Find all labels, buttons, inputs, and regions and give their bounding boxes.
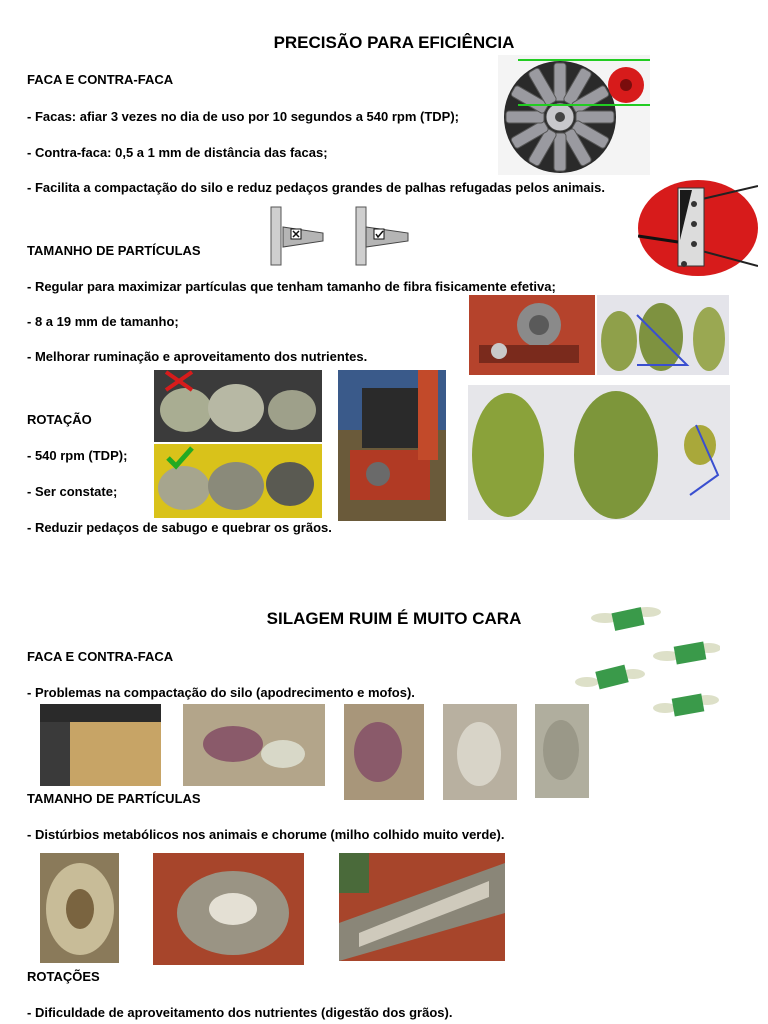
section1-title: PRECISÃO PARA EFICIÊNCIA [273, 33, 515, 52]
particle-separator-photo [597, 295, 729, 375]
bad-particles-item: - Distúrbios metabólicos nos animais e chorume (milho colhido muito verde). [27, 827, 505, 842]
effluent-photo-1 [40, 853, 119, 963]
particles-item-1: - Regular para maximizar partículas que tenham tamanho de fibra fisicamente efetiva; [27, 279, 556, 294]
gap-wrong-icon [263, 205, 326, 267]
moldy-silage-photo-1 [40, 704, 161, 786]
section2-title: SILAGEM RUIM É MUITO CARA [266, 609, 522, 628]
moldy-silage-photo-5 [535, 704, 589, 798]
rotation-heading: ROTAÇÃO [27, 412, 92, 427]
effluent-photo-3 [339, 853, 505, 961]
moldy-silage-photo-4 [443, 704, 517, 800]
rotor-photo [469, 295, 595, 375]
knife-item-1: - Facas: afiar 3 vezes no dia de uso por 10 segundos a 540 rpm (TDP); [27, 109, 460, 124]
particles-item-2: - 8 a 19 mm de tamanho; [27, 314, 179, 329]
rotation-item-2: - Ser constate; [27, 484, 118, 499]
knife-wheel-photo [498, 55, 650, 175]
bad-particles-heading: TAMANHO DE PARTÍCULAS [27, 791, 201, 806]
rotation-item-1: - 540 rpm (TDP); [27, 448, 128, 463]
knife-item-3: - Facilita a compactação do silo e reduz pedaços grandes de palhas refugadas pelos animais. [27, 180, 605, 195]
knife-heading: FACA E CONTRA-FACA [27, 72, 174, 87]
moldy-silage-photo-3 [344, 704, 424, 800]
silage-wrong-photo [154, 370, 322, 442]
moldy-silage-photo-2 [183, 704, 325, 786]
bad-rotations-item: - Dificuldade de aproveitamento dos nutrientes (digestão dos grãos). [27, 1005, 453, 1020]
silage-comparison-photo [468, 385, 730, 520]
bad-rotations-heading: ROTAÇÕES [27, 969, 100, 984]
harvester-photo [338, 370, 446, 521]
particles-heading: TAMANHO DE PARTÍCULAS [27, 243, 201, 258]
knife-item-2: - Contra-faca: 0,5 a 1 mm de distância das facas; [27, 145, 328, 160]
rotation-item-3: - Reduzir pedaços de sabugo e quebrar os grãos. [27, 520, 332, 535]
silage-right-photo [154, 444, 322, 518]
flying-money-icon [575, 600, 720, 725]
particles-item-3: - Melhorar ruminação e aproveitamento dos nutrientes. [27, 349, 368, 364]
bad-knife-heading: FACA E CONTRA-FACA [27, 649, 174, 664]
counter-knife-photo [638, 180, 758, 276]
bad-knife-item: - Problemas na compactação do silo (apodrecimento e mofos). [27, 685, 415, 700]
gap-right-icon [350, 205, 410, 267]
effluent-photo-2 [153, 853, 304, 965]
